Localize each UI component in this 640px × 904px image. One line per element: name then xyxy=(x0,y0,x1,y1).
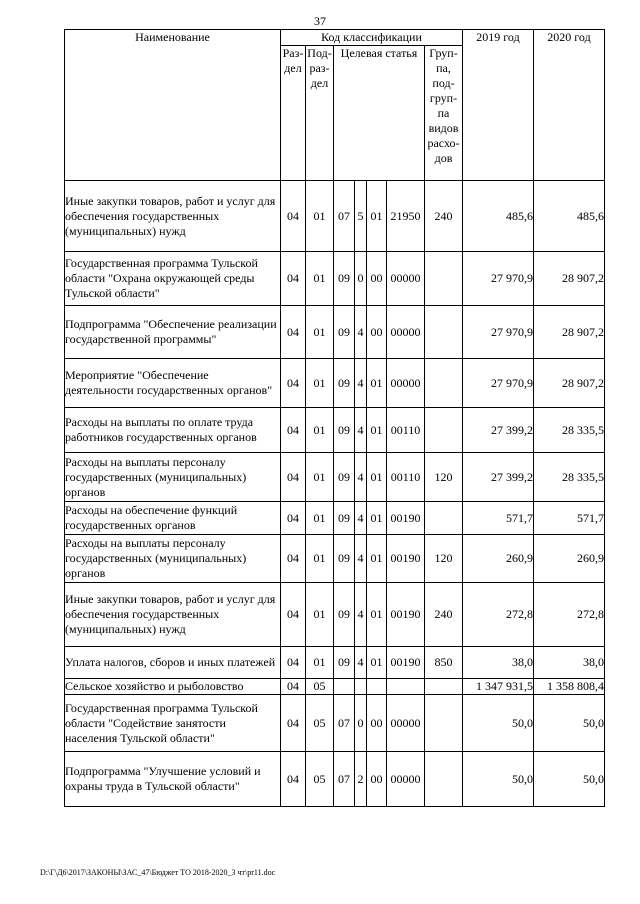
row-target-direction: 21950 xyxy=(387,181,425,252)
row-target-direction: 00190 xyxy=(387,535,425,583)
row-target-subprogram: 4 xyxy=(355,583,367,647)
row-amount-2020: 260,9 xyxy=(534,535,605,583)
row-target-event: 01 xyxy=(367,502,387,535)
row-amount-2019: 260,9 xyxy=(463,535,534,583)
row-target-program: 09 xyxy=(334,647,355,679)
header-razdel: Раз-дел xyxy=(281,46,306,181)
row-target-event: 00 xyxy=(367,752,387,807)
row-podrazdel: 05 xyxy=(306,695,334,752)
table-row xyxy=(65,181,605,252)
row-amount-2020: 571,7 xyxy=(534,502,605,535)
row-target-event: 01 xyxy=(367,181,387,252)
row-amount-2020: 28 907,2 xyxy=(534,306,605,359)
row-target-direction: 00000 xyxy=(387,359,425,408)
row-amount-2019: 38,0 xyxy=(463,647,534,679)
row-razdel: 04 xyxy=(281,583,306,647)
header-podrazdel: Под-раз-дел xyxy=(306,46,334,181)
row-target-event: 01 xyxy=(367,583,387,647)
row-razdel: 04 xyxy=(281,252,306,306)
row-amount-2019: 50,0 xyxy=(463,752,534,807)
row-target-subprogram: 4 xyxy=(355,535,367,583)
row-podrazdel: 01 xyxy=(306,306,334,359)
row-target-direction: 00000 xyxy=(387,252,425,306)
row-podrazdel: 01 xyxy=(306,453,334,502)
row-razdel: 04 xyxy=(281,306,306,359)
row-target-program: 07 xyxy=(334,181,355,252)
row-target-program: 09 xyxy=(334,359,355,408)
row-amount-2020: 28 907,2 xyxy=(534,252,605,306)
row-expense-group xyxy=(425,502,463,535)
row-name: Государственная программа Тульской области "Охрана окружающей среды Тульской области" xyxy=(65,252,281,306)
row-target-direction xyxy=(387,679,425,695)
row-podrazdel: 01 xyxy=(306,252,334,306)
row-target-program: 09 xyxy=(334,306,355,359)
row-target-event: 01 xyxy=(367,647,387,679)
table-row xyxy=(65,695,605,752)
row-target-subprogram: 5 xyxy=(355,181,367,252)
header-group: Груп-па, под-груп-па видов расхо-дов xyxy=(425,46,463,181)
row-target-event: 00 xyxy=(367,695,387,752)
row-razdel: 04 xyxy=(281,695,306,752)
row-target-program xyxy=(334,679,355,695)
table-row xyxy=(65,453,605,502)
row-amount-2019: 1 347 931,5 xyxy=(463,679,534,695)
row-name: Расходы на выплаты персоналу государственных (муниципальных) органов xyxy=(65,535,281,583)
table-row xyxy=(65,583,605,647)
row-razdel: 04 xyxy=(281,502,306,535)
row-amount-2019: 485,6 xyxy=(463,181,534,252)
row-amount-2020: 28 907,2 xyxy=(534,359,605,408)
header-year-2019: 2019 год xyxy=(463,30,534,181)
row-target-event: 01 xyxy=(367,359,387,408)
table-row xyxy=(65,535,605,583)
header-target-article: Целевая статья xyxy=(334,46,425,181)
row-podrazdel: 01 xyxy=(306,181,334,252)
row-amount-2020: 38,0 xyxy=(534,647,605,679)
row-podrazdel: 01 xyxy=(306,583,334,647)
row-target-direction: 00190 xyxy=(387,647,425,679)
row-amount-2019: 27 970,9 xyxy=(463,252,534,306)
row-amount-2019: 27 399,2 xyxy=(463,408,534,453)
row-target-subprogram: 0 xyxy=(355,252,367,306)
row-expense-group xyxy=(425,695,463,752)
row-target-subprogram: 4 xyxy=(355,453,367,502)
row-name: Расходы на выплаты персоналу государственных (муниципальных) органов xyxy=(65,453,281,502)
row-target-subprogram: 4 xyxy=(355,359,367,408)
row-target-program: 07 xyxy=(334,752,355,807)
row-expense-group xyxy=(425,252,463,306)
row-name: Подпрограмма "Обеспечение реализации государственной программы" xyxy=(65,306,281,359)
row-expense-group xyxy=(425,306,463,359)
row-target-subprogram xyxy=(355,679,367,695)
page-number: 37 xyxy=(314,14,326,28)
row-amount-2019: 27 399,2 xyxy=(463,453,534,502)
row-name: Расходы на обеспечение функций государственных органов xyxy=(65,502,281,535)
row-expense-group: 120 xyxy=(425,535,463,583)
row-target-event: 00 xyxy=(367,306,387,359)
row-name: Государственная программа Тульской области "Содействие занятости населения Тульской области" xyxy=(65,695,281,752)
row-podrazdel: 01 xyxy=(306,647,334,679)
row-name: Подпрограмма "Улучшение условий и охраны труда в Тульской области" xyxy=(65,752,281,807)
row-target-subprogram: 4 xyxy=(355,647,367,679)
table-row xyxy=(65,408,605,453)
row-amount-2020: 50,0 xyxy=(534,752,605,807)
row-podrazdel: 01 xyxy=(306,535,334,583)
row-amount-2019: 272,8 xyxy=(463,583,534,647)
row-target-program: 09 xyxy=(334,502,355,535)
row-amount-2020: 485,6 xyxy=(534,181,605,252)
row-razdel: 04 xyxy=(281,752,306,807)
row-amount-2020: 272,8 xyxy=(534,583,605,647)
row-target-program: 07 xyxy=(334,695,355,752)
header-year-2020: 2020 год xyxy=(534,30,605,181)
row-target-direction: 00000 xyxy=(387,752,425,807)
row-target-direction: 00110 xyxy=(387,408,425,453)
table-row xyxy=(65,359,605,408)
row-target-program: 09 xyxy=(334,252,355,306)
row-target-direction: 00000 xyxy=(387,695,425,752)
row-razdel: 04 xyxy=(281,359,306,408)
row-name: Мероприятие "Обеспечение деятельности государственных органов" xyxy=(65,359,281,408)
table-row xyxy=(65,252,605,306)
row-amount-2020: 28 335,5 xyxy=(534,408,605,453)
row-name: Расходы на выплаты по оплате труда работников государственных органов xyxy=(65,408,281,453)
row-expense-group xyxy=(425,752,463,807)
row-expense-group xyxy=(425,359,463,408)
table-row xyxy=(65,647,605,679)
row-target-event: 01 xyxy=(367,408,387,453)
row-razdel: 04 xyxy=(281,181,306,252)
row-razdel: 04 xyxy=(281,453,306,502)
row-razdel: 04 xyxy=(281,679,306,695)
row-razdel: 04 xyxy=(281,647,306,679)
row-target-event: 00 xyxy=(367,252,387,306)
row-expense-group xyxy=(425,408,463,453)
row-amount-2019: 27 970,9 xyxy=(463,359,534,408)
file-path-footer: D:\Г\Д6\2017\ЗАКОНЫ\ЗАС_47\Бюджет ТО 2018-2020_3 чт\pr11.doc xyxy=(40,868,276,877)
row-target-program: 09 xyxy=(334,453,355,502)
row-target-subprogram: 4 xyxy=(355,306,367,359)
row-podrazdel: 01 xyxy=(306,408,334,453)
row-target-direction: 00190 xyxy=(387,502,425,535)
row-target-direction: 00000 xyxy=(387,306,425,359)
row-target-event xyxy=(367,679,387,695)
header-code-classification: Код классификации xyxy=(281,30,463,46)
row-podrazdel: 01 xyxy=(306,359,334,408)
table-row xyxy=(65,306,605,359)
row-target-subprogram: 4 xyxy=(355,502,367,535)
row-podrazdel: 05 xyxy=(306,752,334,807)
header-name: Наименование xyxy=(65,30,281,181)
row-name: Уплата налогов, сборов и иных платежей xyxy=(65,647,281,679)
table-row xyxy=(65,679,605,695)
row-razdel: 04 xyxy=(281,408,306,453)
row-name: Сельское хозяйство и рыболовство xyxy=(65,679,281,695)
row-name: Иные закупки товаров, работ и услуг для обеспечения государственных (муниципальных) нужд xyxy=(65,181,281,252)
table-row xyxy=(65,752,605,807)
row-amount-2019: 571,7 xyxy=(463,502,534,535)
row-expense-group: 240 xyxy=(425,181,463,252)
row-target-direction: 00190 xyxy=(387,583,425,647)
row-target-subprogram: 4 xyxy=(355,408,367,453)
row-podrazdel: 01 xyxy=(306,502,334,535)
row-razdel: 04 xyxy=(281,535,306,583)
row-amount-2019: 27 970,9 xyxy=(463,306,534,359)
row-expense-group: 120 xyxy=(425,453,463,502)
row-target-event: 01 xyxy=(367,535,387,583)
row-target-subprogram: 2 xyxy=(355,752,367,807)
row-target-subprogram: 0 xyxy=(355,695,367,752)
row-target-program: 09 xyxy=(334,583,355,647)
row-target-program: 09 xyxy=(334,535,355,583)
budget-table xyxy=(64,29,605,807)
row-target-event: 01 xyxy=(367,453,387,502)
row-amount-2019: 50,0 xyxy=(463,695,534,752)
row-target-program: 09 xyxy=(334,408,355,453)
row-expense-group: 240 xyxy=(425,583,463,647)
row-podrazdel: 05 xyxy=(306,679,334,695)
row-amount-2020: 1 358 808,4 xyxy=(534,679,605,695)
row-target-direction: 00110 xyxy=(387,453,425,502)
row-amount-2020: 28 335,5 xyxy=(534,453,605,502)
header-row-1 xyxy=(65,30,605,46)
row-name: Иные закупки товаров, работ и услуг для обеспечения государственных (муниципальных) нужд xyxy=(65,583,281,647)
row-expense-group xyxy=(425,679,463,695)
row-amount-2020: 50,0 xyxy=(534,695,605,752)
row-expense-group: 850 xyxy=(425,647,463,679)
table-row xyxy=(65,502,605,535)
